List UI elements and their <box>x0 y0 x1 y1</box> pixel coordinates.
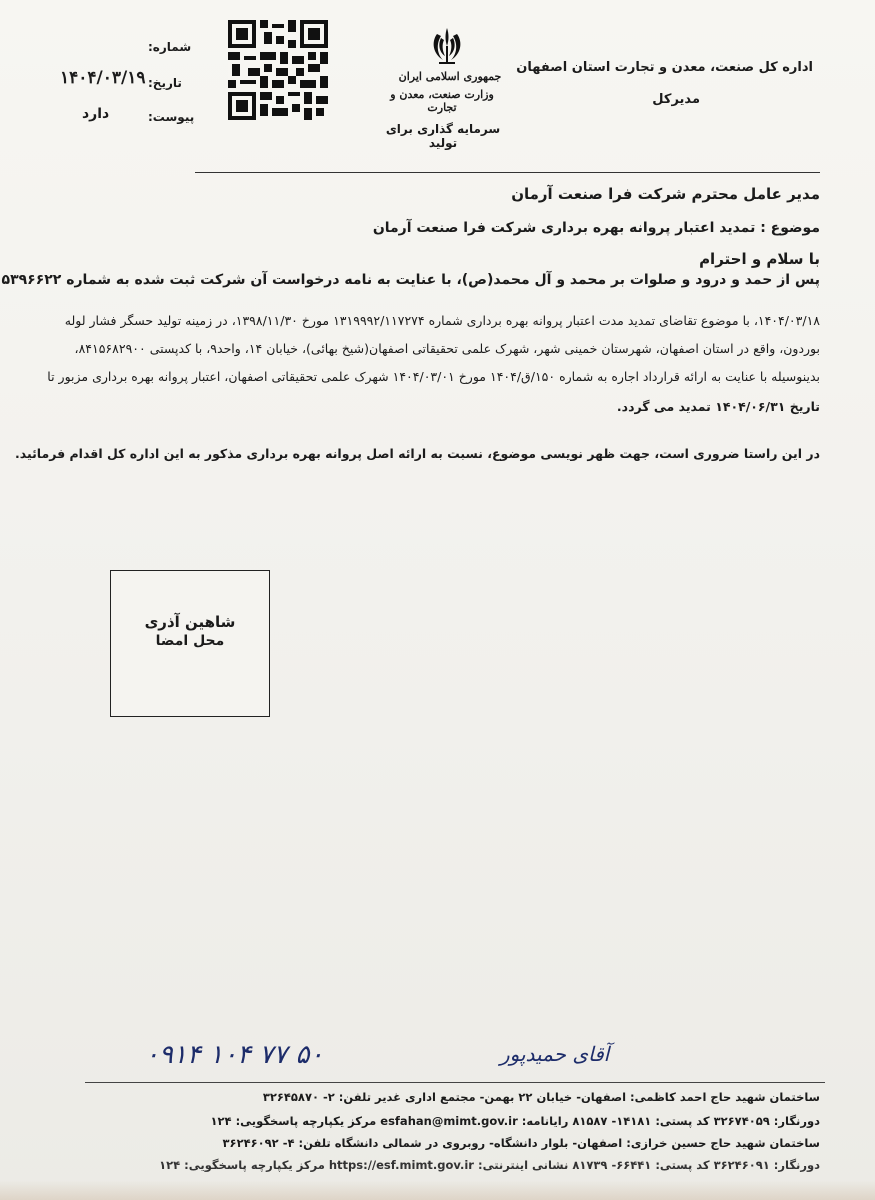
body-line-3: بوردون، واقع در استان اصفهان، شهرستان خمینی شهر، شهرک علمی تحقیقاتی اصفهان(شیخ بهائی)، خیابان ۱۴، واحد۹، با کدپستی ۸۴۱۵۶۸۲۹۰۰، <box>74 341 820 356</box>
slogan: سرمایه گذاری برای تولید <box>385 122 501 150</box>
page-edge-shadow <box>0 1180 875 1200</box>
body-line-1: پس از حمد و درود و صلوات بر محمد و آل محمد(ص)، با عنایت به نامه درخواست آن شرکت ثبت شده به شماره ۵۳۹۶۶۲۲ <box>1 272 820 288</box>
signature-place-label: محل امضا <box>155 633 225 649</box>
body-line-5: تاریخ ۱۴۰۴/۰۶/۳۱ تمدید می گردد. <box>616 399 820 414</box>
date-label: تاریخ: <box>148 76 182 90</box>
org-name: اداره کل صنعت، معدن و تجارت استان اصفهان <box>516 60 813 75</box>
subject-line1: موضوع : تمدید اعتبار پروانه بهره برداری شرکت فرا صنعت آرمان <box>372 220 820 236</box>
qr-code-icon <box>228 20 328 120</box>
header-divider <box>195 172 820 173</box>
footer-line-2: دورنگار: ۳۲۶۷۴۰۵۹ کد پستی: ۱۴۱۸۱- ۸۱۵۸۷ رایانامه: esfahan@mimt.gov.ir مرکز یکپارچه پاسخگویی: ۱۲۴ <box>210 1114 820 1128</box>
footer-divider <box>85 1082 825 1083</box>
ministry-line1: جمهوری اسلامی ایران <box>398 70 502 83</box>
number-label: شماره: <box>148 40 192 54</box>
closing-line: در این راستا ضروری است، جهت ظهر نویسی موضوع، نسبت به ارائه اصل پروانه بهره برداری مذکور به این اداره کل اقدام فرمائید. <box>15 446 820 461</box>
greeting: با سلام و احترام <box>699 250 820 268</box>
body-line-2: ۱۴۰۴/۰۳/۱۸، با موضوع تقاضای تمدید مدت اعتبار پروانه بهره برداری شماره ۱۳۱۹۹۹۲/۱۱۷۲۷۴ مورخ ۱۳۹۸/۱۱/۳۰، در زمینه تولید حسگر فشار لوله <box>64 313 820 328</box>
handwritten-phone: ۰۹۱۴ ۱۰۴ ۷۷ ۵۰ <box>145 1040 324 1070</box>
handwritten-name: آقای حمیدپور <box>500 1042 610 1066</box>
signature-box <box>110 570 270 717</box>
org-sub: مدیرکل <box>652 92 700 107</box>
ministry-line2: وزارت صنعت، معدن و تجارت <box>390 88 494 114</box>
footer-line-4: دورنگار: ۳۶۲۴۶۰۹۱ کد پستی: ۶۶۴۴۱- ۸۱۷۳۹ نشانی اینترنتی: https://esf.mimt.gov.ir مرکز یکپارچه پاسخگویی: ۱۲۴ <box>159 1158 820 1172</box>
addressee: مدیر عامل محترم شرکت فرا صنعت آرمان <box>511 185 820 203</box>
attachment-value: دارد <box>82 106 110 122</box>
subject <box>300 220 820 237</box>
footer-line-1: ساختمان شهید حاج احمد کاظمی: اصفهان- خیابان ۲۲ بهمن- مجتمع اداری غدیر تلفن: ۲- ۳۲۶۴۵۸۷۰ <box>262 1090 820 1104</box>
iran-emblem-icon <box>425 24 469 68</box>
footer-line-3: ساختمان شهید حاج حسین خرازی: اصفهان- بلوار دانشگاه- روبروی در شمالی دانشگاه تلفن: ۴- ۳۶۲۴۶۰۹۲ <box>222 1136 820 1150</box>
signer-name: شاهین آذری <box>144 613 236 631</box>
date-value: ۱۴۰۴/۰۳/۱۹ <box>60 68 146 88</box>
body-line-4: بدینوسیله با عنایت به ارائه قرارداد اجاره به شماره ۱۵۰/ق/۱۴۰۴ مورخ ۱۴۰۴/۰۳/۰۱ شهرک علمی تحقیقاتی اصفهان، اعتبار پروانه بهره برداری مزبور تا <box>47 369 820 384</box>
attachment-label: پیوست: <box>148 110 195 124</box>
